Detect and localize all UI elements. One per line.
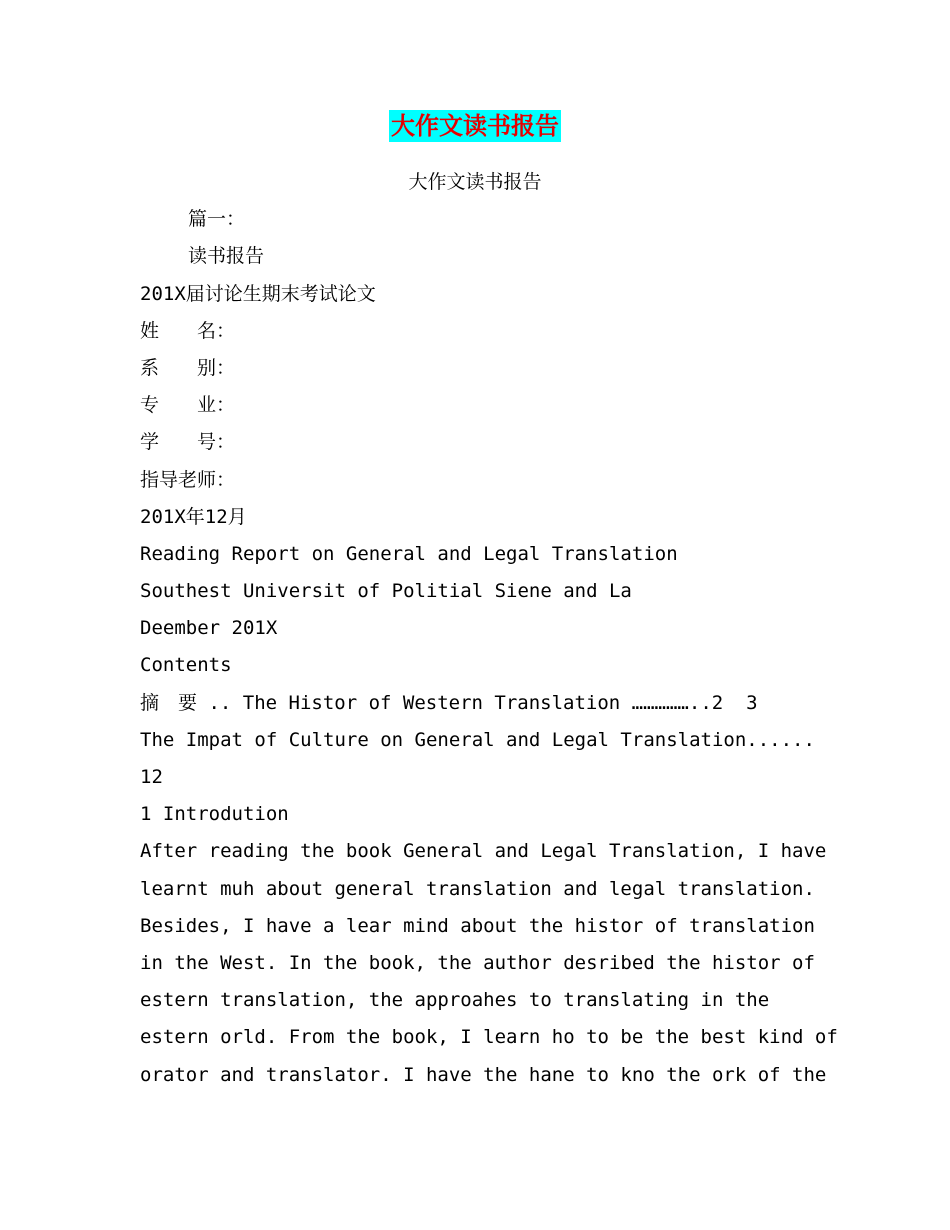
- document-title: 大作文读书报告: [391, 111, 559, 140]
- text-line: 201X年12月: [140, 505, 247, 528]
- text-line: Deember 201X: [140, 617, 278, 640]
- text-line: estern orld. From the book, I learn ho to be the best kind of: [140, 1026, 838, 1049]
- text-line: 姓 名：: [140, 319, 236, 342]
- text-line: 201X届讨论生期末考试论文: [140, 282, 376, 305]
- text-line: orator and translator. I have the hane to kno the ork of the: [140, 1063, 827, 1086]
- text-line: in the West. In the book, the author desribed the histor of: [140, 951, 815, 974]
- text-line: 指导老师：: [140, 468, 236, 491]
- text-line: estern translation, the approahes to translating in the: [140, 989, 770, 1012]
- text-line: Southest Universit of Politial Siene and La: [140, 580, 632, 603]
- text-line: 专 业：: [140, 394, 236, 417]
- text-line: The Impat of Culture on General and Legal Translation......: [140, 728, 815, 751]
- text-line: 学 号：: [140, 431, 236, 454]
- text-line: 篇一：: [188, 208, 246, 231]
- document-body: [140, 164, 838, 1094]
- title-container: [0, 110, 950, 142]
- text-line: Besides, I have a lear mind about the histor of translation: [140, 914, 815, 937]
- text-line: 摘 要 .. The Histor of Western Translation ……………..2 3: [140, 691, 758, 714]
- text-line: After reading the book General and Legal Translation, I have: [140, 840, 827, 863]
- text-line: 系 别：: [140, 356, 236, 379]
- text-line: Contents: [140, 654, 232, 677]
- document-subtitle: 大作文读书报告: [408, 171, 542, 193]
- text-line: 1 Introdution: [140, 803, 289, 826]
- text-line: Reading Report on General and Legal Translation: [140, 542, 678, 565]
- text-line: learnt muh about general translation and legal translation.: [140, 877, 815, 900]
- text-line: 读书报告: [188, 245, 265, 268]
- text-line: 12: [140, 766, 163, 788]
